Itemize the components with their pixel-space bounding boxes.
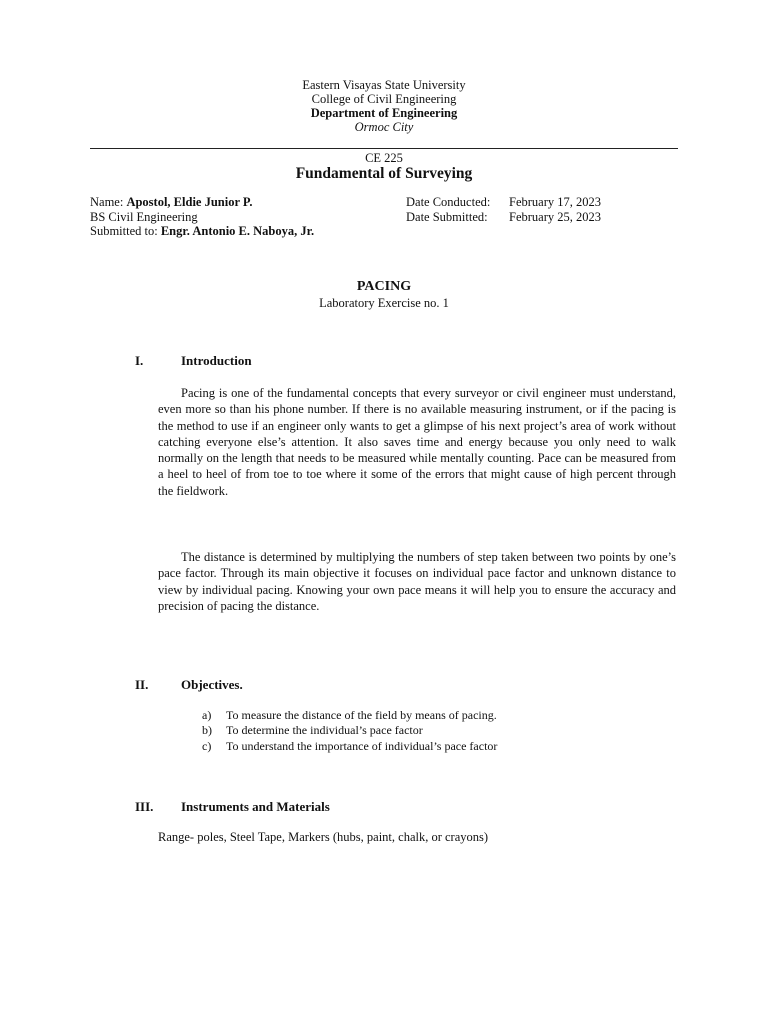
section-title: Introduction bbox=[181, 353, 252, 368]
name-label: Name: bbox=[90, 195, 127, 209]
department-name: Department of Engineering bbox=[310, 106, 458, 120]
university-header bbox=[0, 78, 768, 134]
list-text: To measure the distance of the field by means of pacing. bbox=[226, 708, 497, 722]
list-item bbox=[202, 708, 497, 723]
section-title: Objectives. bbox=[181, 677, 243, 692]
section-instruments-heading bbox=[135, 799, 330, 814]
lab-title: PACING bbox=[356, 279, 412, 294]
list-item bbox=[202, 739, 497, 754]
section-introduction-heading bbox=[135, 353, 252, 368]
student-info bbox=[90, 195, 314, 239]
city-name: Ormoc City bbox=[354, 120, 414, 134]
student-name: Apostol, Eldie Junior P. bbox=[126, 195, 253, 209]
section-title: Instruments and Materials bbox=[181, 799, 330, 814]
section-number: III. bbox=[135, 799, 154, 814]
date-submitted-line bbox=[406, 210, 601, 225]
list-text: To determine the individual’s pace factor bbox=[226, 723, 423, 738]
list-text: To understand the importance of individual’s pace factor bbox=[226, 738, 498, 753]
program: BS Civil Engineering bbox=[90, 209, 198, 224]
section-number: II. bbox=[135, 677, 149, 692]
list-marker: b) bbox=[202, 723, 212, 738]
college-name: College of Civil Engineering bbox=[311, 92, 457, 106]
name-line bbox=[90, 195, 314, 210]
date-conducted-line bbox=[406, 195, 601, 210]
materials-text: Range- poles, Steel Tape, Markers (hubs, paint, chalk, or crayons) bbox=[158, 830, 489, 844]
header-divider bbox=[90, 148, 678, 149]
lab-subtitle: Laboratory Exercise no. 1 bbox=[319, 296, 449, 310]
course-title: Fundamental of Surveying bbox=[295, 165, 473, 182]
list-marker: a) bbox=[202, 708, 212, 722]
list-item bbox=[202, 723, 497, 738]
course-code: CE 225 bbox=[365, 151, 403, 165]
introduction-paragraph-1: Pacing is one of the fundamental concepts that every surveyor or civil engineer must understand, even more so than his phone number. If there is no available measuring instrument, or if the pacing is the method to use if an engineer only wants to get a glimpse of his next project’s area of work without catching everyone else’s attention. It also saves time and energy because you only need to walk normally on the length that needs to be measured while mentally counting. Pace can be measured from a heel to heel of from toe to toe where it some of the errors that might cause of high percent through the fieldwork. bbox=[158, 386, 676, 498]
date-conducted-value: February 17, 2023 bbox=[509, 195, 601, 209]
section-objectives-heading bbox=[135, 677, 243, 692]
introduction-paragraph-2: The distance is determined by multiplying the numbers of step taken between two points by one’s pace factor. Through its main objective it focuses on individual pace factor and unknown distance to view by individual pacing. Knowing your own pace means it will help you to ensure the accuracy and precision of pacing the distance. bbox=[158, 550, 676, 613]
instructor-name: Engr. Antonio E. Naboya, Jr. bbox=[160, 224, 315, 238]
submitted-to-line bbox=[90, 224, 314, 239]
date-submitted-label: Date Submitted: bbox=[406, 209, 488, 224]
university-name: Eastern Visayas State University bbox=[302, 78, 466, 92]
date-info bbox=[406, 195, 601, 224]
date-conducted-label: Date Conducted: bbox=[406, 195, 491, 209]
objectives-list bbox=[202, 708, 497, 754]
list-marker: c) bbox=[202, 738, 212, 753]
date-submitted-value: February 25, 2023 bbox=[509, 209, 601, 224]
submitted-to-label: Submitted to: bbox=[90, 224, 161, 238]
section-number: I. bbox=[135, 353, 144, 368]
